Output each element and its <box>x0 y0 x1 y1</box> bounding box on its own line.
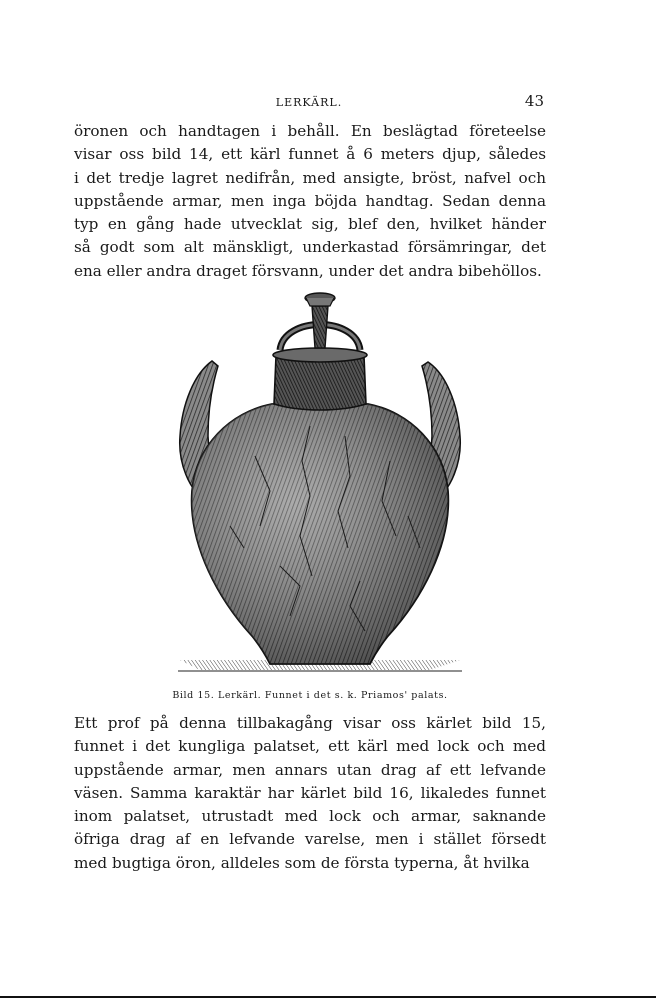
paragraph-top <box>74 120 546 283</box>
text-line: i det tredje lagret nedifrån, med ansigte, bröst, nafvel och <box>74 168 546 187</box>
text-line: väsen. Samma karaktär har kärlet bild 16, likaledes funnet <box>74 783 546 802</box>
text-line: inom palatset, utrustadt med lock och armar, saknande <box>74 807 546 826</box>
vessel-illustration <box>160 286 480 678</box>
vessel-neck <box>274 356 366 410</box>
page-number: 43 <box>524 92 544 110</box>
page-header <box>74 92 544 112</box>
text-line: Ett prof på denna tillbakagång visar oss kärlet bild 15, <box>74 714 546 732</box>
text-line: med bugtiga öron, alldeles som de första typerna, åt hvilka <box>74 853 530 872</box>
lid-knob-cup <box>306 298 334 306</box>
text-line: öfriga drag af en lefvande varelse, men i stället försedt <box>74 830 546 849</box>
text-line: visar oss bild 14, ett kärl funnet å 6 meters djup, således <box>74 145 546 164</box>
body-shading <box>192 404 449 664</box>
paragraph-bottom <box>74 712 546 875</box>
text-line: uppstående armar, men inga böjda handtag. Sedan denna <box>74 191 546 210</box>
text-line: uppstående armar, men annars utan drag af ett lefvande <box>74 760 546 779</box>
figure-caption: Bild 15. Lerkärl. Funnet i det s. k. Priamos' palats. <box>172 690 448 701</box>
text-line: så godt som alt mänskligt, underkastad försämringar, det <box>74 238 546 257</box>
scan-edge-line <box>0 996 656 998</box>
lid-stem <box>312 306 328 348</box>
text-line: öronen och handtagen i behåll. En beslägtad företeelse <box>74 122 546 140</box>
vessel-rim <box>273 348 367 362</box>
vessel-engraving <box>160 286 480 678</box>
text-line: funnet i det kungliga palatset, ett kärl med lock och med <box>74 737 546 756</box>
text-line: typ en gång hade utvecklat sig, blef den, hvilket händer <box>74 215 546 234</box>
running-head: LERKÄRL. <box>275 96 343 109</box>
text-line: ena eller andra draget försvann, under det andra bibehöllos. <box>74 261 542 280</box>
